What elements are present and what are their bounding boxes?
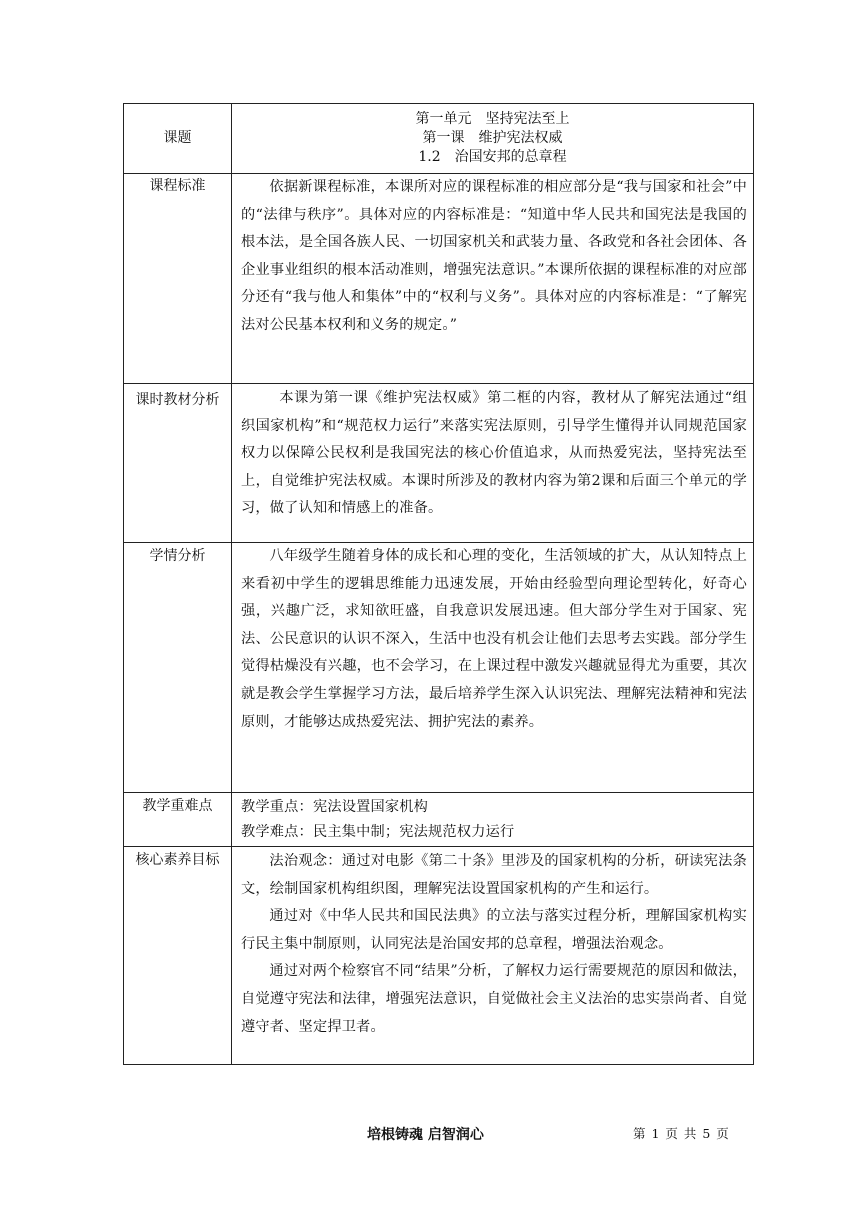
section-title: 1.2 治国安邦的总章程 (418, 149, 567, 165)
standard-label-cell (124, 174, 232, 384)
keypoints-row (124, 793, 754, 847)
topic-content-cell (232, 104, 754, 174)
topic-label-cell (124, 104, 232, 174)
textbook-label: 课时教材分析 (135, 392, 220, 408)
keypoints-label: 教学重难点 (142, 798, 213, 814)
literacy-content-cell (232, 847, 754, 1065)
literacy-paragraph-2: 通过对《中华人民共和国民法典》的立法与落实过程分析，理解国家机构实行民主集中制原则，认同宪法是治国安邦的总章程，增强法治观念。 (241, 908, 747, 952)
textbook-row (124, 384, 754, 543)
difficult-point: 教学难点：民主集中制；宪法规范权力运行 (241, 824, 515, 840)
lesson-title: 第一课 维护宪法权威 (422, 130, 563, 146)
students-label-cell (124, 543, 232, 793)
lesson-plan-table (123, 103, 754, 1065)
page-number: 第 1 页 共 5 页 (633, 1126, 730, 1141)
literacy-label: 核心素养目标 (135, 852, 220, 868)
standard-label: 课程标准 (149, 178, 206, 194)
textbook-text: 本课为第一课《维护宪法权威》第二框的内容，教材从了解宪法通过“组织国家机构”和“规范权力运行”来落实宪法原则，引导学生懂得并认同规范国家权力以保障公民权利是我国宪法的核心价值追求，从而热爱宪法，坚持宪法至上，自觉维护宪法权威。本课时所涉及的教材内容为第2课和后面三个单元的学习，做了认知和情感上的准备。 (241, 390, 747, 517)
students-content-cell (232, 543, 754, 793)
topic-label: 课题 (163, 130, 192, 146)
students-label: 学情分析 (149, 548, 206, 564)
standard-text: 依据新课程标准，本课所对应的课程标准的相应部分是“我与国家和社会”中的“法律与秩序”。具体对应的内容标准是：“知道中华人民共和国宪法是我国的根本法，是全国各族人民、一切国家机关和武装力量、各政党和各社会团体、各企业事业组织的根本活动准则，增强宪法意识。”本课所依据的课程标准的对应部分还有“我与他人和集体”中的“权利与义务”。具体对应的内容标准是：“了解宪法对公民基本权利和义务的规定。” (241, 179, 747, 333)
key-point: 教学重点：宪法设置国家机构 (241, 799, 429, 815)
textbook-content-cell (232, 384, 754, 543)
topic-row (124, 104, 754, 174)
keypoints-label-cell (124, 793, 232, 847)
standard-content-cell (232, 174, 754, 384)
keypoints-content-cell (232, 793, 754, 847)
unit-title: 第一单元 坚持宪法至上 (415, 111, 570, 127)
literacy-paragraph-3: 通过对两个检察官不同“结果”分析，了解权力运行需要规范的原因和做法，自觉遵守宪法和法律，增强宪法意识，自觉做社会主义法治的忠实崇尚者、自觉遵守者、坚定捍卫者。 (241, 963, 747, 1035)
literacy-paragraph-1: 法治观念：通过对电影《第二十条》里涉及的国家机构的分析，研读宪法条文，绘制国家机构组织图，理解宪法设置国家机构的产生和运行。 (241, 853, 747, 897)
standard-row (124, 174, 754, 384)
literacy-row (124, 847, 754, 1065)
literacy-label-cell (124, 847, 232, 1065)
footer-motto: 培根铸魂 启智润心 (367, 1127, 484, 1143)
textbook-label-cell (124, 384, 232, 543)
students-text: 八年级学生随着身体的成长和心理的变化，生活领域的扩大，从认知特点上来看初中学生的逻辑思维能力迅速发展，开始由经验型向理论型转化，好奇心强，兴趣广泛，求知欲旺盛，自我意识发展迅速。但大部分学生对于国家、宪法、公民意识的认识不深入，生活中也没有机会让他们去思考去实践。部分学生觉得枯燥没有兴趣，也不会学习，在上课过程中激发兴趣就显得尤为重要，其次就是教会学生掌握学习方法，最后培养学生深入认识宪法、理解宪法精神和宪法原则，才能够达成热爱宪法、拥护宪法的素养。 (241, 548, 747, 730)
students-row (124, 543, 754, 793)
